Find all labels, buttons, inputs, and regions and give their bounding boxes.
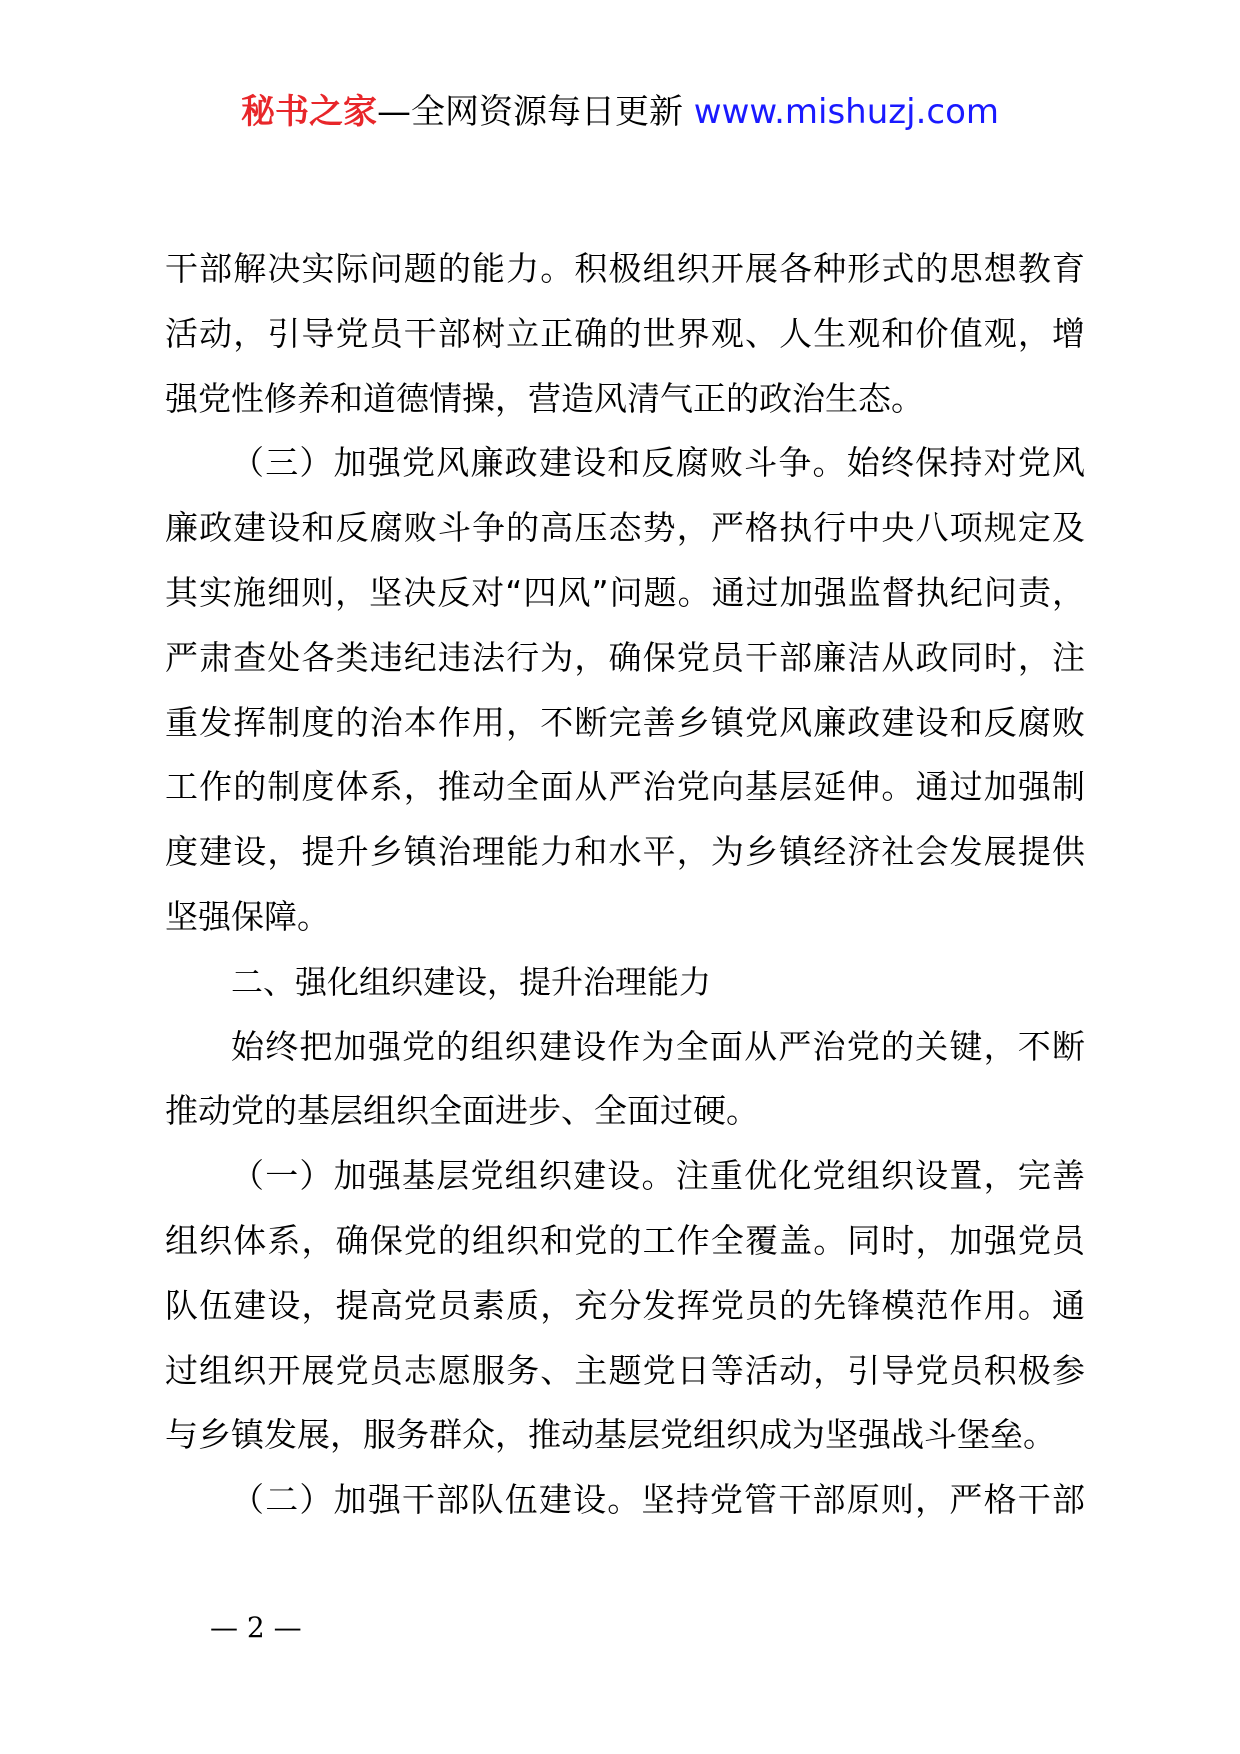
page-header bbox=[0, 88, 1240, 136]
paragraph-line: 与乡镇发展，服务群众，推动基层党组织成为坚强战斗堡垒。 bbox=[165, 1415, 1056, 1455]
paragraph-line: 廉政建设和反腐败斗争的高压态势，严格执行中央八项规定及 bbox=[165, 508, 1085, 548]
paragraph-line: 过组织开展党员志愿服务、主题党日等活动，引导党员积极参 bbox=[165, 1350, 1085, 1390]
subsection-heading-line: （三）加强党风廉政建设和反腐败斗争。始终保持对党风 bbox=[231, 443, 1085, 483]
paragraph-line: 推动党的基层组织全面进步、全面过硬。 bbox=[165, 1091, 759, 1131]
paragraph-line: 始终把加强党的组织建设作为全面从严治党的关键，不断 bbox=[231, 1026, 1085, 1066]
paragraph-line: 队伍建设，提高党员素质，充分发挥党员的先锋模范作用。通 bbox=[165, 1285, 1085, 1325]
paragraph-line: 工作的制度体系，推动全面从严治党向基层延伸。通过加强制 bbox=[165, 767, 1085, 807]
brand-name: 秘书之家 bbox=[240, 92, 377, 132]
page-number: — 2 — bbox=[210, 1611, 302, 1644]
paragraph-line: 活动，引导党员干部树立正确的世界观、人生观和价值观，增 bbox=[165, 313, 1085, 353]
paragraph-line: 严肃查处各类违纪违法行为，确保党员干部廉洁从政同时，注 bbox=[165, 637, 1085, 677]
section-heading: 二、强化组织建设，提升治理能力 bbox=[231, 962, 712, 1001]
paragraph-line: 组织体系，确保党的组织和党的工作全覆盖。同时，加强党员 bbox=[165, 1220, 1085, 1260]
subsection-heading-line: （二）加强干部队伍建设。坚持党管干部原则，严格干部 bbox=[231, 1480, 1085, 1520]
paragraph-line: 度建设，提升乡镇治理能力和水平，为乡镇经济社会发展提供 bbox=[165, 832, 1085, 872]
paragraph-line: 重发挥制度的治本作用，不断完善乡镇党风廉政建设和反腐败 bbox=[165, 702, 1085, 742]
header-slogan: —全网资源每日更新 bbox=[376, 92, 683, 132]
paragraph-line: 其实施细则，坚决反对“四风”问题。通过加强监督执纪问责， bbox=[165, 572, 1085, 612]
website-url[interactable]: www.mishuzj.com bbox=[693, 92, 999, 132]
subsection-heading-line: （一）加强基层党组织建设。注重优化党组织设置，完善 bbox=[231, 1156, 1085, 1196]
paragraph-line: 强党性修养和道德情操，营造风清气正的政治生态。 bbox=[165, 378, 924, 418]
document-body bbox=[165, 237, 1085, 1533]
paragraph-line: 坚强保障。 bbox=[165, 896, 330, 936]
paragraph-line: 干部解决实际问题的能力。积极组织开展各种形式的思想教育 bbox=[165, 249, 1085, 288]
